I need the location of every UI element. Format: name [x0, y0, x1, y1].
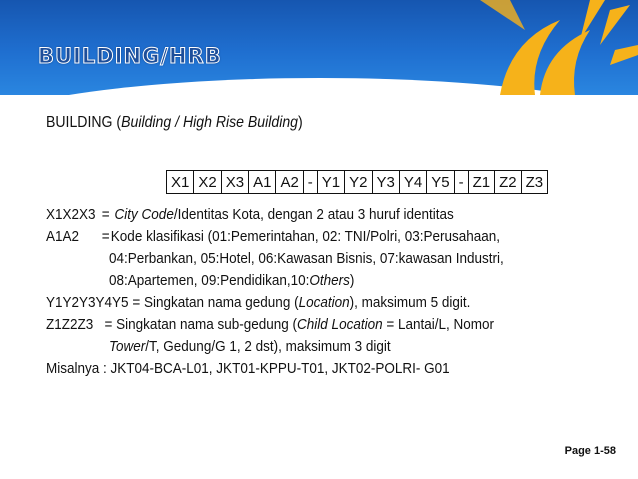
- definition-italic: City Code: [114, 206, 174, 223]
- definition-y: [46, 292, 568, 314]
- definition-key: A1A2: [46, 228, 80, 245]
- code-cell: -: [454, 171, 468, 194]
- slide-title: BUILDING/HRB: [38, 44, 222, 68]
- definition-eq: =: [101, 206, 110, 223]
- definition-value: 08:Apartemen, 09:Pendidikan,10:: [109, 272, 310, 289]
- definition-key: X1X2X3: [46, 206, 96, 223]
- definition-value: ): [349, 272, 355, 289]
- definition-eq: =: [101, 228, 110, 245]
- code-cell: Z2: [495, 171, 522, 194]
- sun-swirl-logo-icon: [440, 0, 638, 95]
- code-format-table: [166, 170, 548, 194]
- definition-a-line3: [46, 270, 568, 292]
- subtitle-main: BUILDING: [46, 114, 113, 131]
- definition-a-line2: 04:Perbankan, 05:Hotel, 06:Kawasan Bisnis, 07:kawasan Industri,: [109, 250, 504, 267]
- code-cell: Y3: [372, 171, 399, 194]
- definition-value: /Identitas Kota, dengan 2 atau 3 huruf identitas: [173, 206, 454, 223]
- definition-x: [46, 204, 568, 226]
- definition-text: [93, 314, 494, 336]
- definition-key: Z1Z2Z3: [46, 316, 94, 333]
- definition-z-line2: [46, 336, 568, 358]
- definition-text: [111, 204, 454, 226]
- code-cell: A1: [249, 171, 276, 194]
- definition-italic: Tower: [109, 338, 146, 355]
- code-cell: X2: [194, 171, 221, 194]
- code-cell: Y1: [317, 171, 344, 194]
- definition-value: Kode klasifikasi (01:Pemerintahan, 02: TNI/Polri, 03:Perusahaan,: [110, 228, 501, 245]
- definition-italic: Others: [309, 272, 350, 289]
- example-line: Misalnya : JKT04-BCA-L01, JKT01-KPPU-T01, JKT02-POLRI- G01: [46, 360, 450, 377]
- definition-text: [129, 292, 471, 314]
- content-area: [46, 114, 626, 377]
- code-cell: Y5: [427, 171, 454, 194]
- definition-italic: Location: [298, 294, 350, 311]
- definition-list: [46, 204, 626, 380]
- header-banner: [0, 0, 638, 95]
- code-cell: Z1: [468, 171, 495, 194]
- subtitle-italic: Building / High Rise Building: [121, 114, 298, 131]
- subtitle-paren-close: ): [297, 114, 303, 131]
- subtitle-paren-open: (: [112, 114, 122, 131]
- code-cell: Z3: [521, 171, 548, 194]
- definition-key: Y1Y2Y3Y4Y5: [46, 294, 129, 311]
- code-cell: Y4: [399, 171, 426, 194]
- page-number: Page 1-58: [564, 445, 616, 457]
- code-cell: X1: [167, 171, 194, 194]
- definition-z: [46, 314, 568, 336]
- definition-value: = Singkatan nama gedung (: [132, 294, 299, 311]
- definition-value: ), maksimum 5 digit.: [349, 294, 471, 311]
- definition-value: /T, Gedung/G 1, 2 dst), maksimum 3 digit: [145, 338, 391, 355]
- definition-value: = Lantai/L, Nomor: [382, 316, 495, 333]
- subtitle: [46, 114, 556, 132]
- code-cell: A2: [276, 171, 303, 194]
- definition-a: [46, 226, 568, 248]
- code-cell: -: [303, 171, 317, 194]
- definition-value: = Singkatan nama sub-gedung (: [104, 316, 298, 333]
- definition-italic: Child Location: [297, 316, 383, 333]
- code-cell: X3: [221, 171, 248, 194]
- code-cell: Y2: [345, 171, 372, 194]
